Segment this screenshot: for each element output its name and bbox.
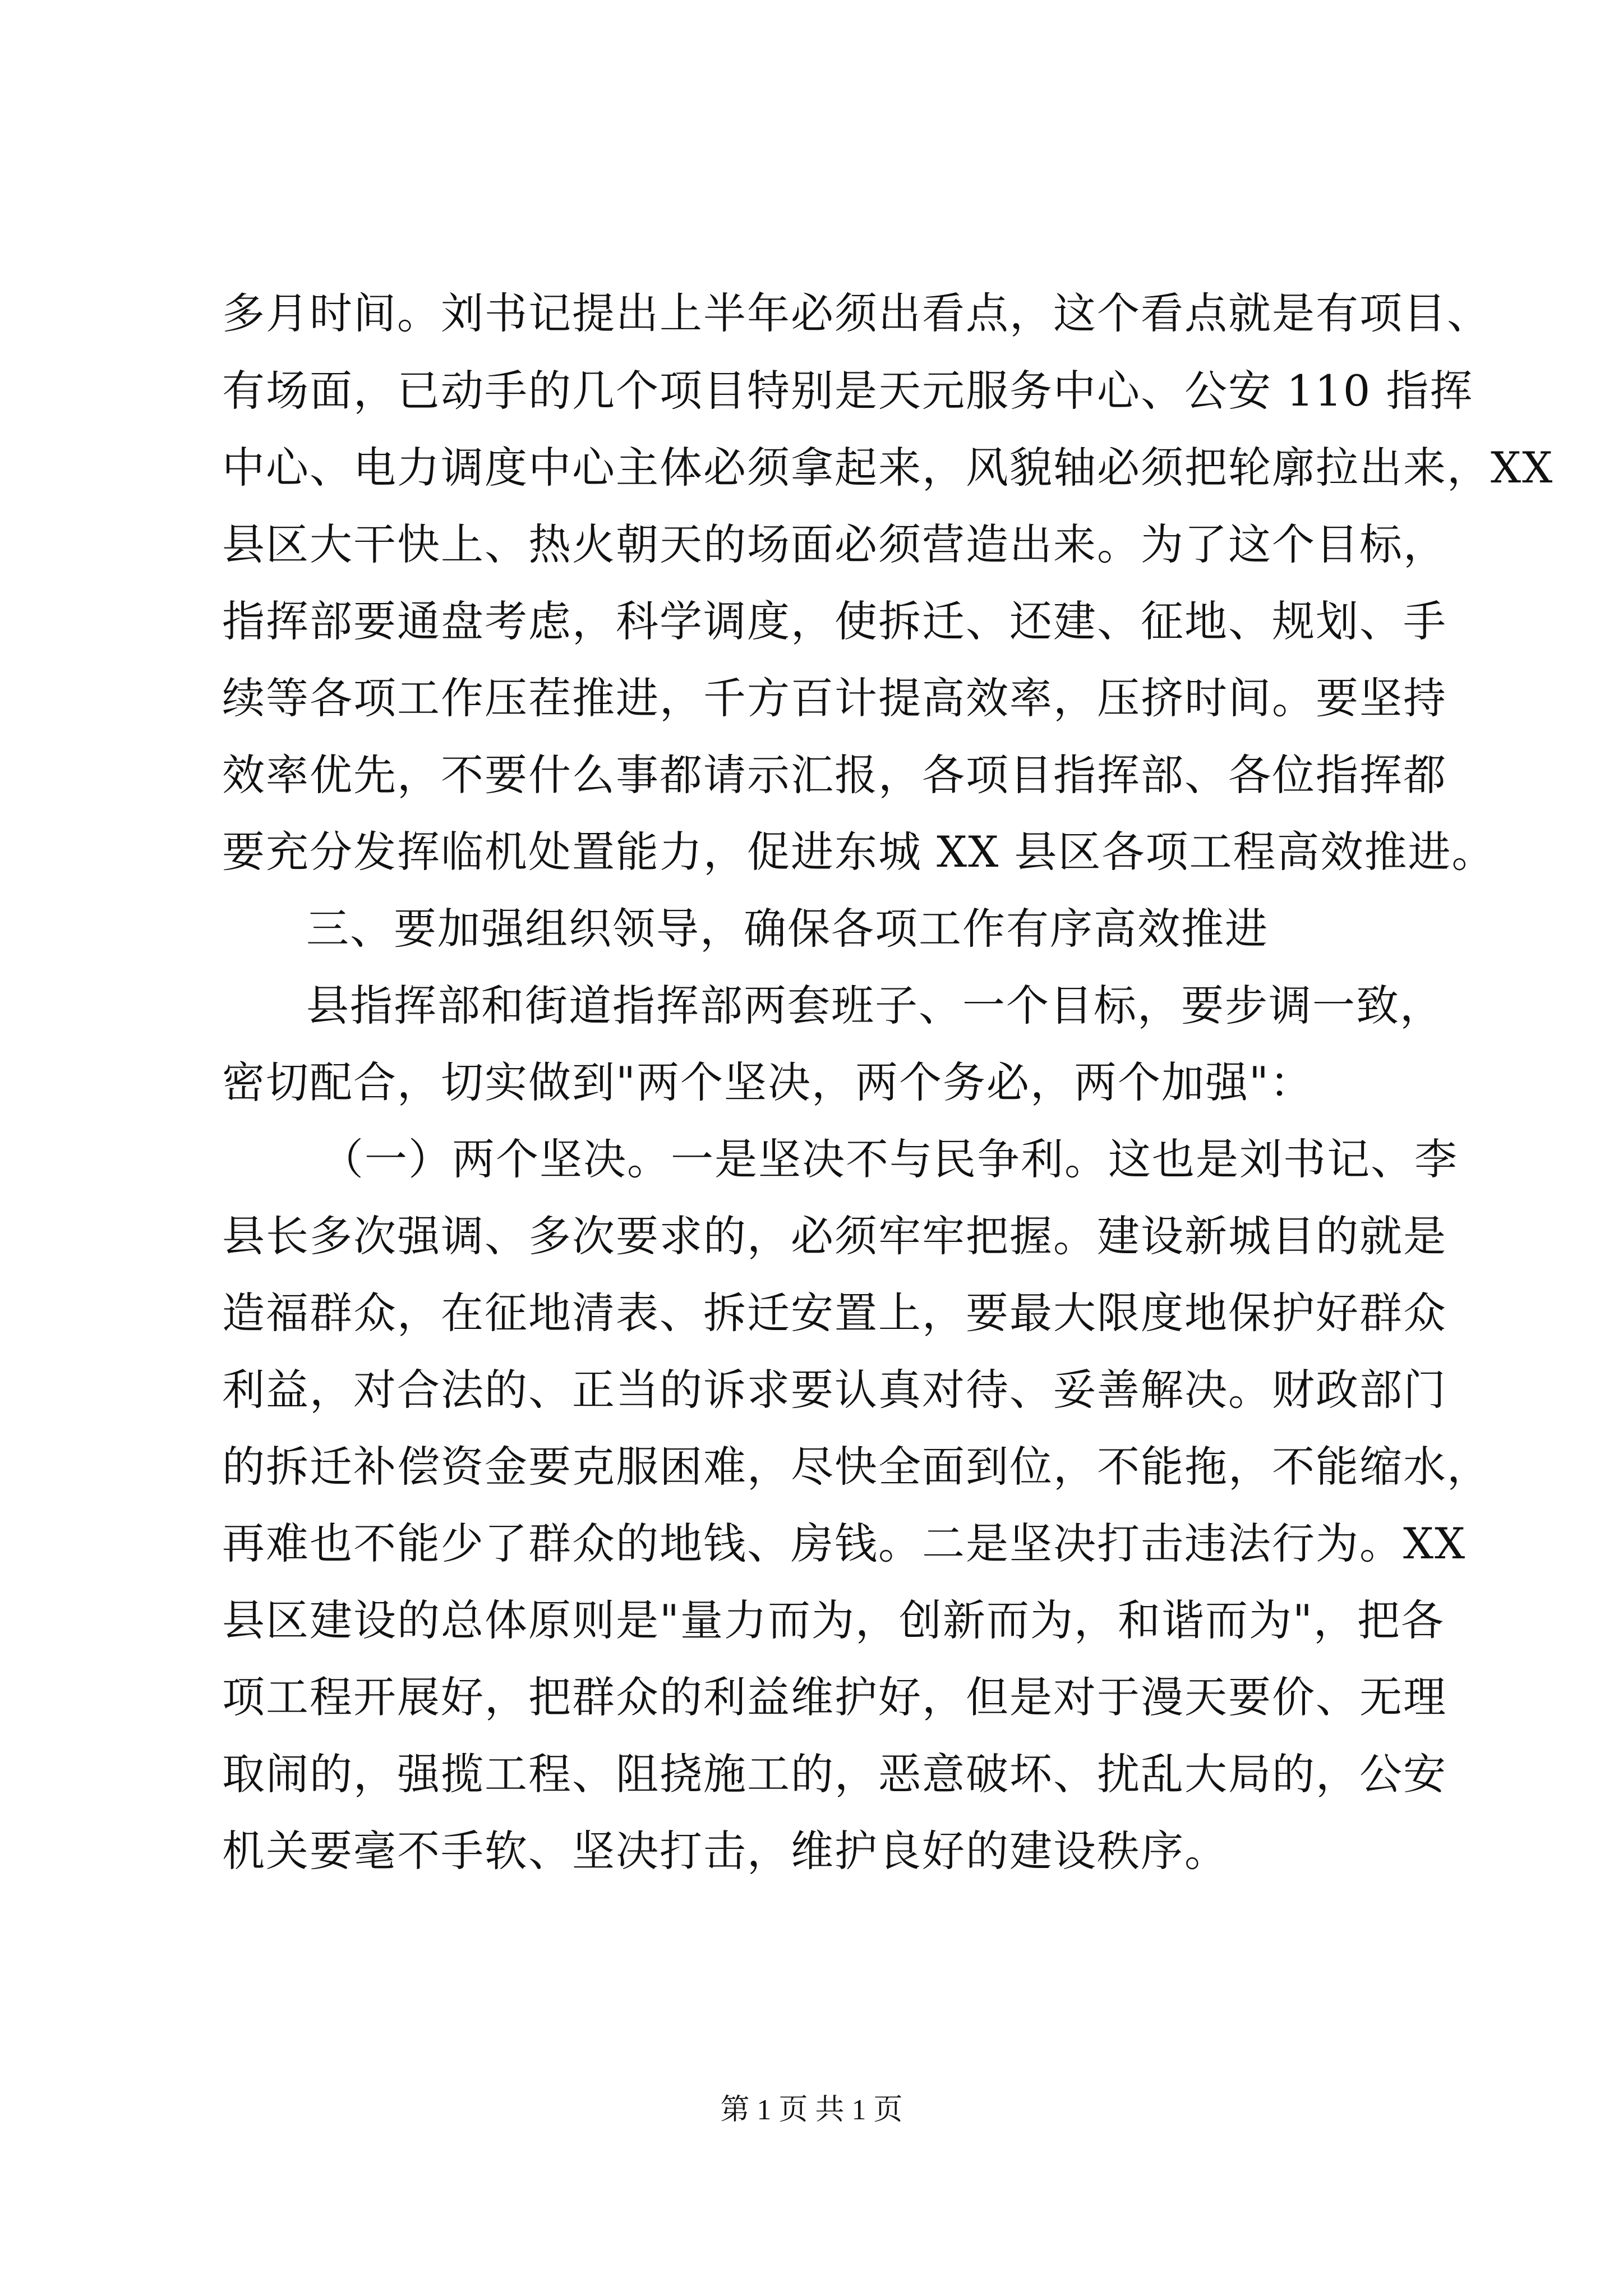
paragraph-line: 密切配合，切实做到"两个坚决，两个务必，两个加强"： <box>222 1057 1313 1107</box>
paragraph-line: 造福群众，在征地清表、拆迁安置上，要最大限度地保护好群众 <box>222 1288 1447 1338</box>
paragraph-line: 取闹的，强揽工程、阻挠施工的，恶意破坏、扰乱大局的，公安 <box>222 1749 1447 1799</box>
section-heading: 三、要加强组织领导，确保各项工作有序高效推进 <box>306 904 1269 954</box>
paragraph-line: 县区大干快上、热火朝天的场面必须营造出来。为了这个目标， <box>222 519 1447 569</box>
paragraph-line: 县区建设的总体原则是"量力而为，创新而为，和谐而为"，把各 <box>222 1595 1445 1645</box>
paragraph-line: 利益，对合法的、正当的诉求要认真对待、妥善解决。财政部门 <box>222 1365 1447 1415</box>
paragraph-line: 机关要毫不手软、坚决打击，维护良好的建设秩序。 <box>222 1826 1228 1876</box>
paragraph-line: 再难也不能少了群众的地钱、房钱。二是坚决打击违法行为。XX <box>222 1519 1467 1568</box>
paragraph-line: 续等各项工作压茬推进，千方百计提高效率，压挤时间。要坚持 <box>222 673 1447 723</box>
page-number-footer: 第 1 页 共 1 页 <box>720 2094 903 2126</box>
paragraph-line: 效率优先，不要什么事都请示汇报，各项目指挥部、各位指挥都 <box>222 750 1447 800</box>
paragraph-line: 有场面，已动手的几个项目特别是天元服务中心、公安 110 指挥 <box>222 366 1474 416</box>
paragraph-line: 指挥部要通盘考虑，科学调度，使拆迁、还建、征地、规划、手 <box>222 596 1447 646</box>
paragraph-line: 要充分发挥临机处置能力，促进东城 XX 县区各项工程高效推进。 <box>222 827 1496 877</box>
paragraph-line: 县长多次强调、多次要求的，必须牢牢把握。建设新城目的就是 <box>222 1211 1447 1261</box>
paragraph-line: 中心、电力调度中心主体必须拿起来，风貌轴必须把轮廓拉出来，XX <box>222 443 1554 493</box>
paragraph-line: 多月时间。刘书记提出上半年必须出看点，这个看点就是有项目、 <box>222 288 1491 338</box>
paragraph-line: 的拆迁补偿资金要克服困难，尽快全面到位，不能拖，不能缩水， <box>222 1442 1491 1492</box>
paragraph-line: 项工程开展好，把群众的利益维护好，但是对于漫天要价、无理 <box>222 1672 1447 1722</box>
paragraph-line: （一）两个坚决。一是坚决不与民争利。这也是刘书记、李 <box>321 1134 1458 1184</box>
paragraph-line: 县指挥部和街道指挥部两套班子、一个目标，要步调一致， <box>306 981 1444 1030</box>
